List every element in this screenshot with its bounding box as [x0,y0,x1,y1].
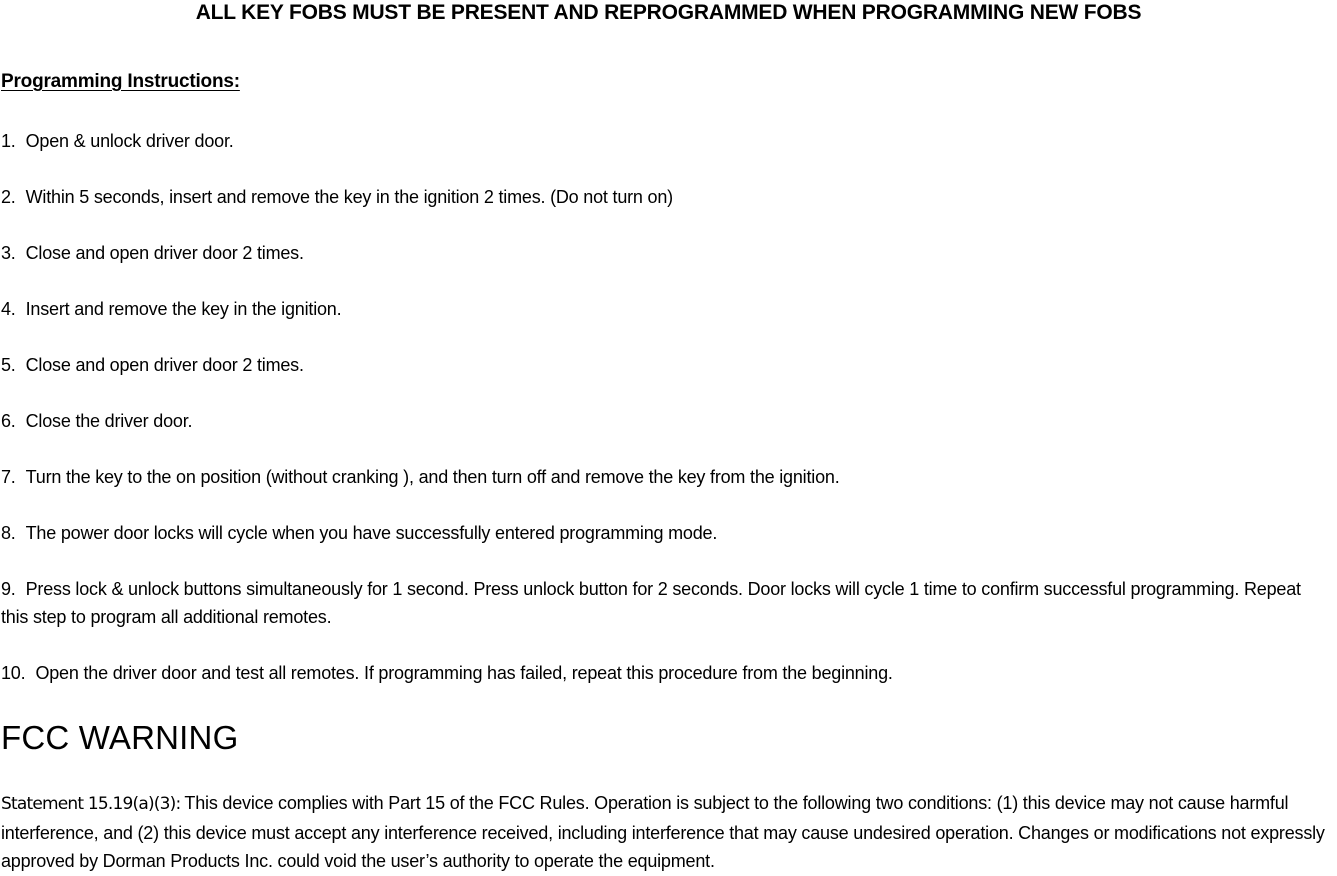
step-number: 10. [1,663,26,683]
step-10 [1,659,1331,687]
step-5 [1,351,1331,379]
step-number: 9. [1,579,16,599]
step-number: 6. [1,411,16,431]
step-text: Press lock & unlock buttons simultaneously for 1 second. Press unlock button for 2 seconds. Door locks will cycle 1 time to confirm successful programming. Repeat this step to program all additional remotes. [1,579,1301,627]
step-4 [1,295,1331,323]
step-text: Insert and remove the key in the ignition. [25,299,342,319]
step-1 [1,127,1331,155]
step-text: Open the driver door and test all remotes. If programming has failed, repeat this procedure from the beginning. [35,663,893,683]
programming-instructions-heading: Programming Instructions: [1,71,240,92]
step-text: Within 5 seconds, insert and remove the key in the ignition 2 times. (Do not turn on) [25,187,673,207]
fcc-statement-paragraph [1,789,1337,876]
fob-warning-banner: ALL KEY FOBS MUST BE PRESENT AND REPROGRAMMED WHEN PROGRAMMING NEW FOBS [195,1,1142,24]
step-7 [1,463,1331,491]
fcc-statement-text: This device complies with Part 15 of the FCC Rules. Operation is subject to the following two conditions: (1) this device may not cause harmful interference, and (2) this device must accept any interference received, including interference that may cause undesired operation. Changes or modifications not expressly approved by Dorman Products Inc. could void the user’s authority to operate the equipment. [1,793,1325,871]
step-number: 5. [1,355,16,375]
fcc-warning-title: FCC WARNING [1,719,239,756]
step-number: 8. [1,523,16,543]
step-number: 3. [1,243,16,263]
step-text: Close and open driver door 2 times. [25,243,304,263]
step-2 [1,183,1331,211]
step-number: 1. [1,131,16,151]
step-text: Turn the key to the on position (without cranking ), and then turn off and remove the key from the ignition. [25,467,840,487]
fcc-statement-label: Statement 15.19(a)(3): [1,794,181,814]
step-text: Open & unlock driver door. [25,131,234,151]
step-9 [1,575,1301,631]
step-number: 4. [1,299,16,319]
step-3 [1,239,1331,267]
step-text: Close the driver door. [25,411,193,431]
step-8 [1,519,1331,547]
step-text: Close and open driver door 2 times. [25,355,304,375]
step-6 [1,407,1331,435]
step-text: The power door locks will cycle when you have successfully entered programming mode. [25,523,718,543]
step-number: 7. [1,467,16,487]
step-number: 2. [1,187,16,207]
